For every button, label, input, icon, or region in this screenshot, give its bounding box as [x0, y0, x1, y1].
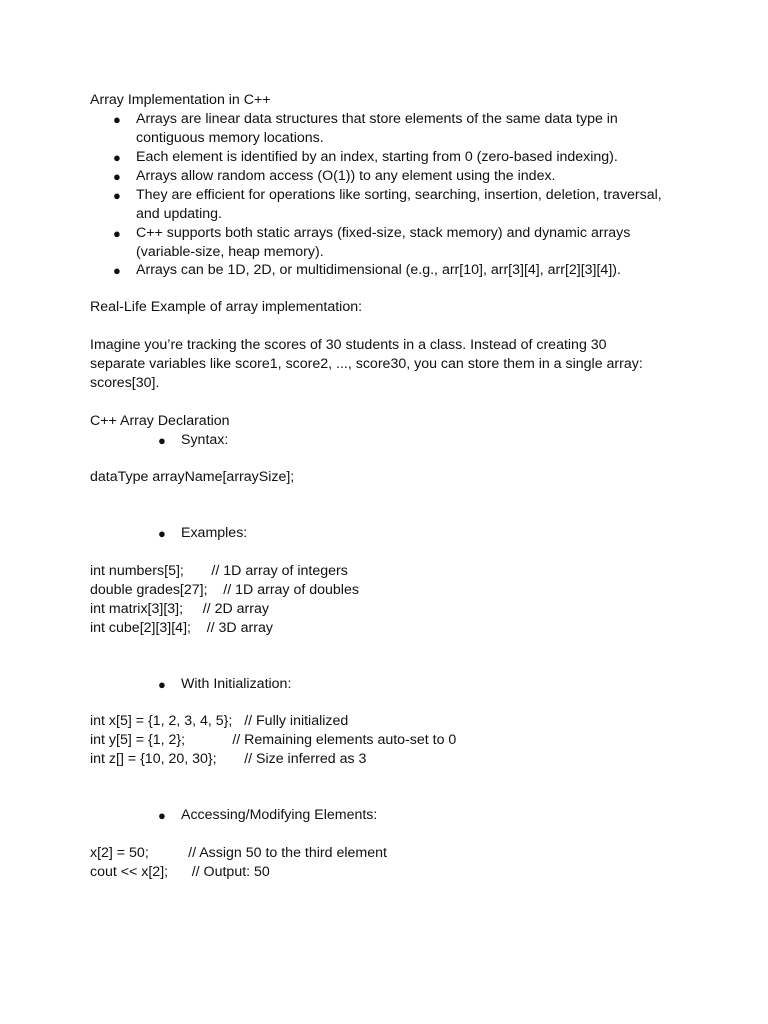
- code-line: x[2] = 50; // Assign 50 to the third element: [90, 845, 387, 861]
- init-label: With Initialization:: [181, 676, 292, 692]
- syntax-label: Syntax:: [181, 432, 229, 448]
- syntax-code: dataType arrayName[arraySize];: [90, 469, 295, 485]
- code-line: int x[5] = {1, 2, 3, 4, 5}; // Fully initialized: [90, 713, 349, 729]
- bullet-marker: ●: [113, 263, 121, 278]
- page-heading: Array Implementation in C++: [90, 92, 271, 108]
- bullet-marker: ●: [158, 433, 166, 448]
- real-life-paragraph: Imagine you’re tracking the scores of 30 students in a class. Instead of creating 30 separate variables like score1, score2, ..., score30, you can store them in a single array: scores[30].: [90, 337, 643, 391]
- bullet-marker: ●: [158, 677, 166, 692]
- code-line: int numbers[5]; // 1D array of integers: [90, 563, 348, 579]
- bullet-marker: ●: [113, 226, 121, 241]
- bullet-item: Arrays can be 1D, 2D, or multidimensional (e.g., arr[10], arr[3][4], arr[2][3][4]).: [136, 262, 621, 278]
- bullet-marker: ●: [158, 808, 166, 823]
- bullet-marker: ●: [113, 112, 121, 127]
- bullet-marker: ●: [158, 526, 166, 541]
- bullet-marker: ●: [113, 169, 121, 184]
- code-line: cout << x[2]; // Output: 50: [90, 864, 270, 880]
- code-line: int cube[2][3][4]; // 3D array: [90, 620, 273, 636]
- access-label: Accessing/Modifying Elements:: [181, 807, 378, 823]
- code-line: int y[5] = {1, 2}; // Remaining elements auto-set to 0: [90, 732, 457, 748]
- bullet-item: They are efficient for operations like sorting, searching, insertion, deletion, traversal, and updating.: [136, 187, 662, 222]
- bullet-item: Arrays allow random access (O(1)) to any element using the index.: [136, 168, 556, 184]
- code-line: double grades[27]; // 1D array of doubles: [90, 582, 359, 598]
- real-life-heading: Real-Life Example of array implementation:: [90, 299, 363, 315]
- examples-label: Examples:: [181, 525, 248, 541]
- bullet-item: C++ supports both static arrays (fixed-size, stack memory) and dynamic arrays (variable-size, heap memory).: [136, 225, 631, 260]
- bullet-item: Each element is identified by an index, starting from 0 (zero-based indexing).: [136, 149, 618, 165]
- bullet-item: Arrays are linear data structures that store elements of the same data type in contiguous memory locations.: [136, 111, 618, 146]
- bullet-marker: ●: [113, 150, 121, 165]
- code-line: int z[] = {10, 20, 30}; // Size inferred as 3: [90, 751, 367, 767]
- declaration-heading: C++ Array Declaration: [90, 413, 230, 429]
- bullet-marker: ●: [113, 188, 121, 203]
- code-line: int matrix[3][3]; // 2D array: [90, 601, 269, 617]
